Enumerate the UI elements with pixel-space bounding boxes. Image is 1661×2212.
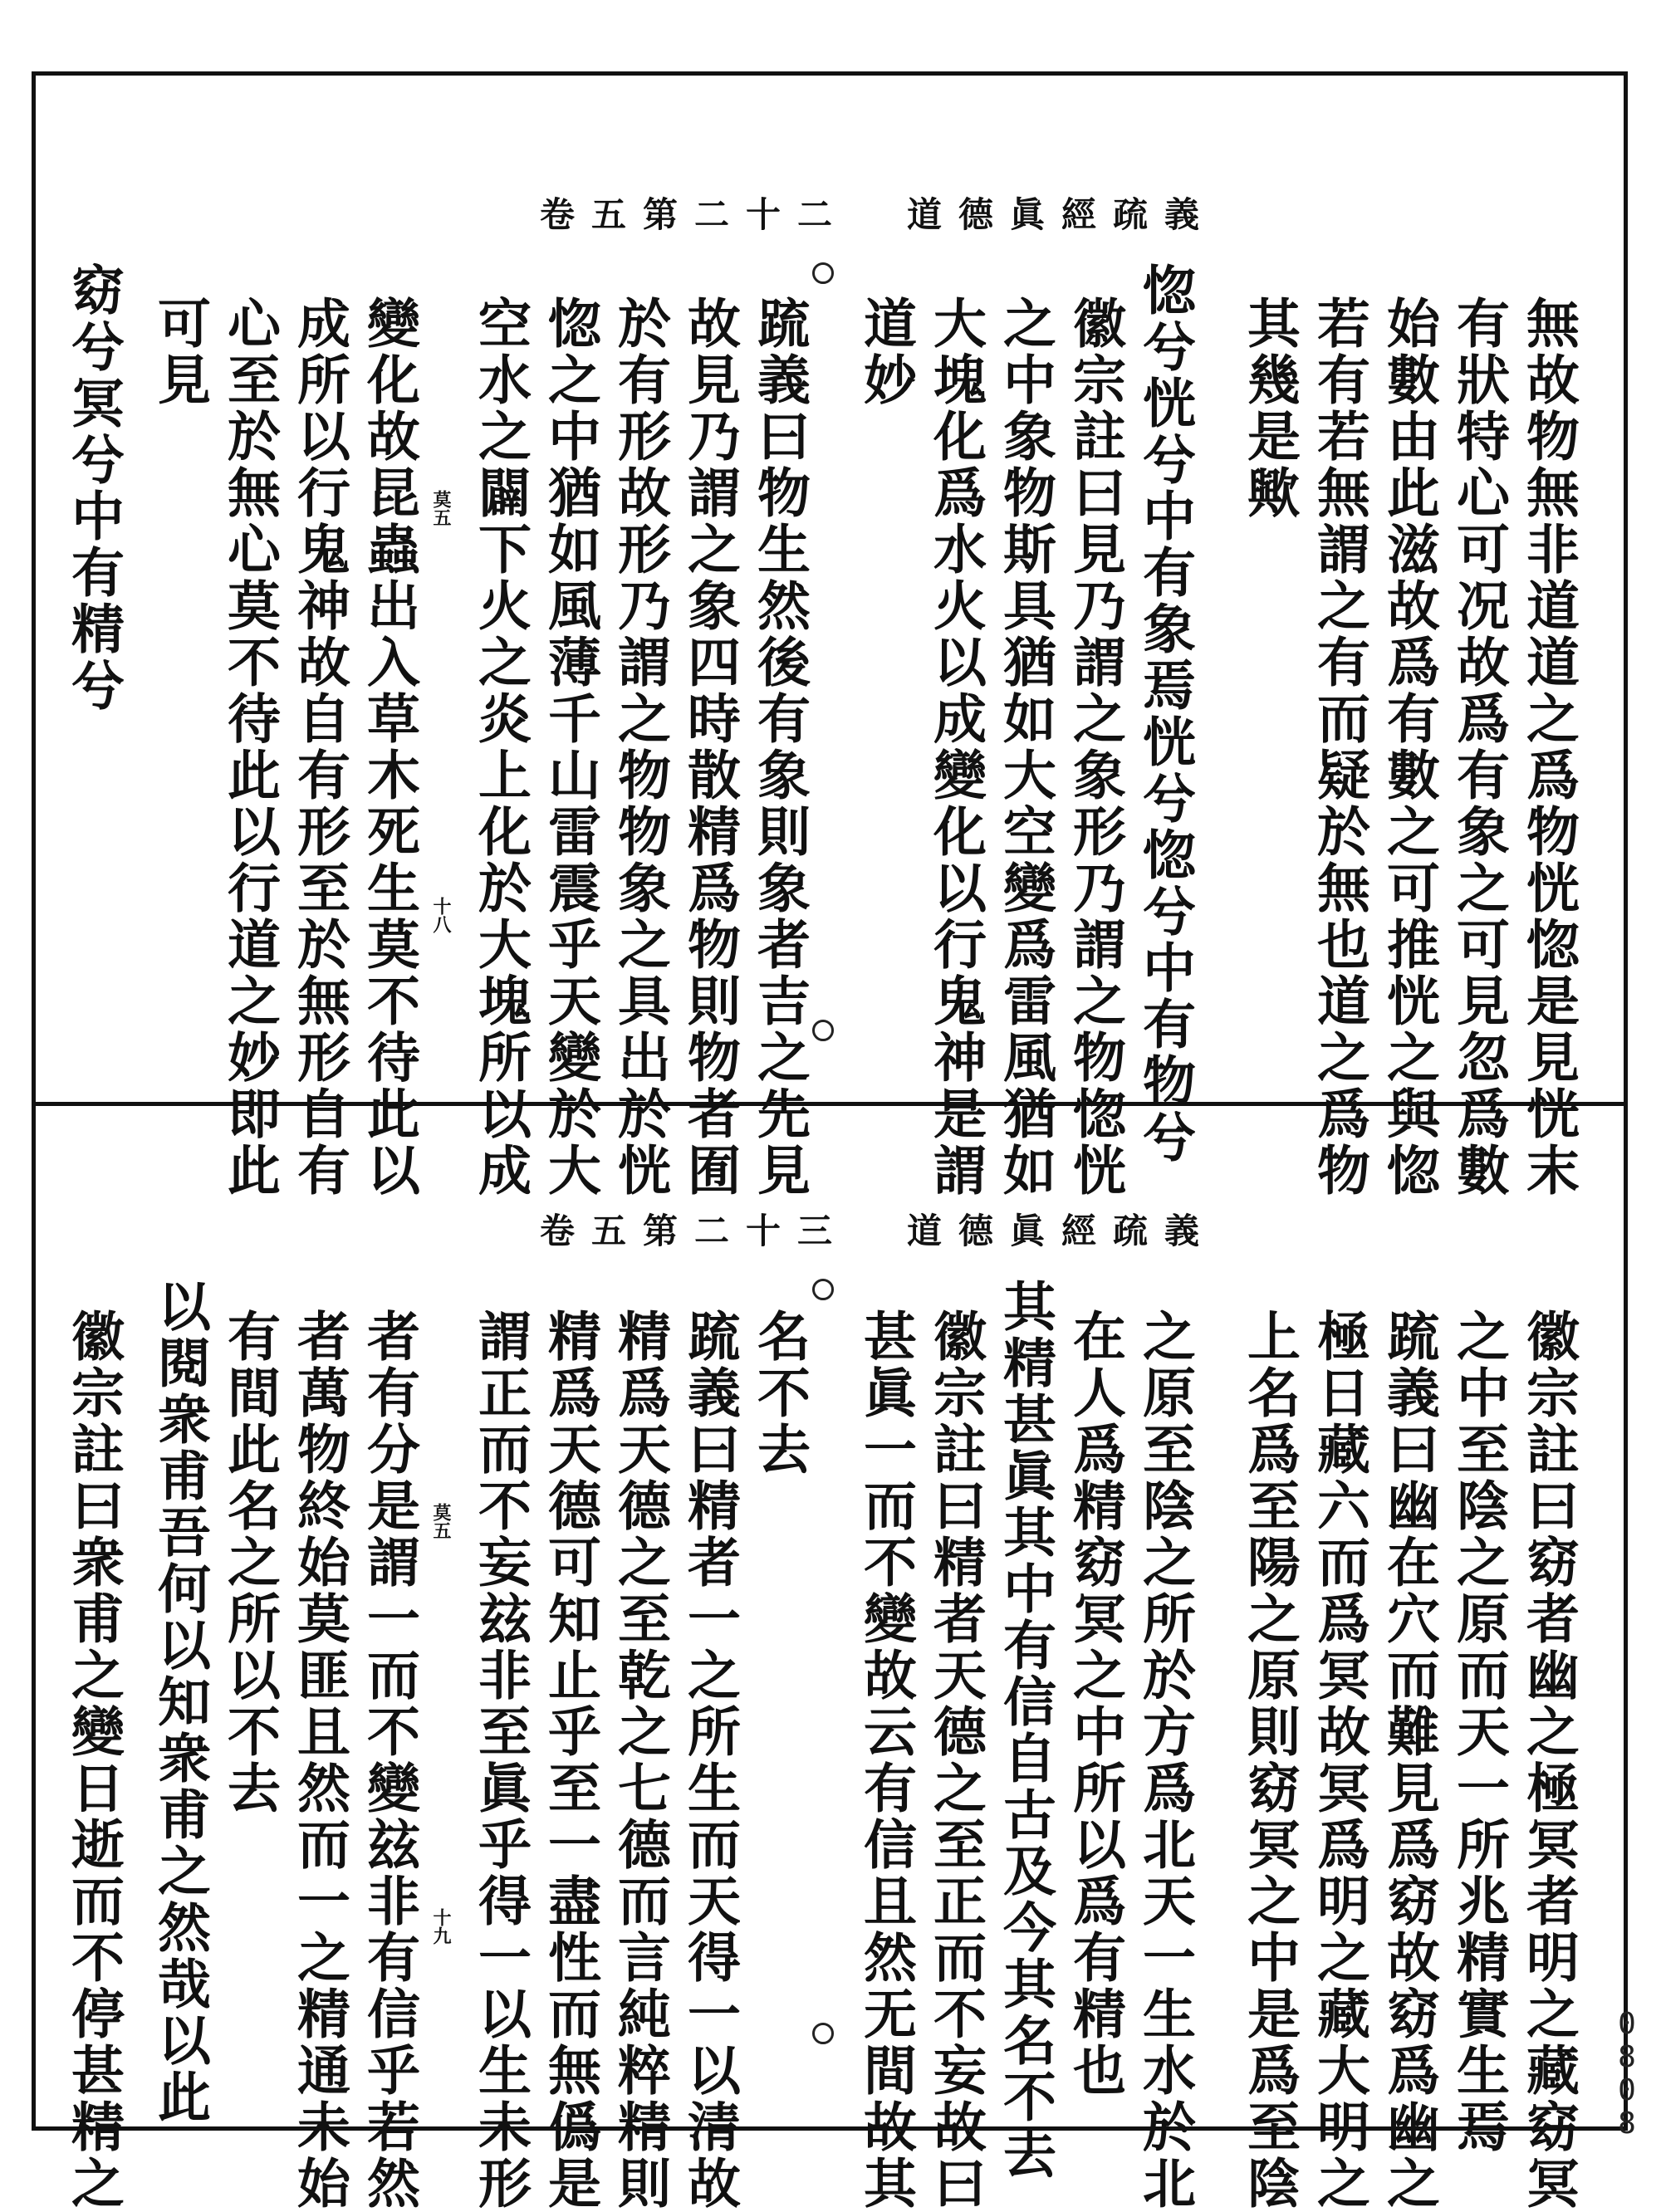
top-text-column: 心至於無心莫不待此以行道之妙即此 <box>218 296 281 1199</box>
top-text-column: 若有若無謂之有而疑於無也道之爲物 <box>1308 296 1370 1199</box>
bottom-text-column: 精爲天德可知止乎至一盡性而無僞是 <box>539 1309 601 2212</box>
bottom-text-column: 䟽義曰幽在穴而難見爲窈故窈爲幽之 <box>1378 1309 1440 2212</box>
bottom-text-column: 䟽義曰精者一之所生而天得一以清故 <box>679 1309 741 2212</box>
top-circle-mark-upper <box>812 262 834 284</box>
top-text-column: 成所以行鬼神故自有形至於無形自有 <box>288 296 350 1199</box>
top-text-column: 大塊化爲水火以成變化以行鬼神是謂 <box>924 296 987 1199</box>
bottom-circle-mark-upper <box>812 1279 834 1300</box>
top-text-column: 其幾是歟 <box>1238 296 1301 521</box>
bottom-page-marker: 十九 <box>430 1908 452 1945</box>
bottom-text-column: 甚眞一而不變故云有信且然无間故其 <box>855 1309 917 2212</box>
top-circle-mark-lower <box>812 1020 834 1041</box>
bottom-text-column: 徽宗註曰精者天德之至正而不妄故曰 <box>924 1309 987 2212</box>
top-volume-label: 卷五第二十二 <box>540 194 850 235</box>
top-text-column: 䟽義曰物生然後有象則象者吉之先見 <box>748 296 811 1199</box>
top-text-column: 空水之闢下火之炎上化於大塊所以成 <box>469 296 532 1199</box>
bottom-text-column: 精爲天德之至乾之七德而言純粹精則 <box>609 1309 671 2212</box>
bottom-text-column: 以閱衆甫吾何以知衆甫之然哉以此 <box>149 1279 211 2126</box>
bottom-page-marker: 莫五 <box>430 1503 452 1539</box>
side-page-number: 0 8 0 8 <box>1618 2007 1636 2141</box>
bottom-text-column: 其精甚眞其中有信自古及今其名不去 <box>994 1279 1056 2182</box>
bottom-text-column: 徽宗註曰衆甫之變日逝而不停甚精之 <box>62 1309 125 2212</box>
top-text-column: 始數由此滋故爲有數之可推恍之與惚 <box>1378 296 1440 1199</box>
top-text-column: 惚兮恍兮中有象焉恍兮惚兮中有物兮 <box>1134 262 1196 1166</box>
top-text-column: 徽宗註曰見乃謂之象形乃謂之物惚恍 <box>1064 296 1126 1199</box>
bottom-text-column: 徽宗註曰窈者幽之極冥者明之藏窈冥 <box>1517 1309 1580 2212</box>
bottom-text-column: 極日藏六而爲冥故冥爲明之藏大明之 <box>1308 1309 1370 2212</box>
bottom-volume-label: 卷五第二十三 <box>540 1211 850 1251</box>
bottom-text-column: 之原至陰之所於方爲北天一生水於北 <box>1134 1309 1196 2212</box>
bottom-panel-header <box>540 1204 1216 1254</box>
top-text-column: 於有形故形乃謂之物物象之具出於恍 <box>609 296 671 1199</box>
top-text-column: 可見 <box>149 296 211 409</box>
top-text-column: 變化故昆蟲出入草木死生莫不待此以 <box>358 296 420 1199</box>
bottom-text-column: 者有分是謂一而不變玆非有信乎若然 <box>358 1309 420 2212</box>
bottom-text-column: 名不去 <box>748 1309 811 1478</box>
top-page-marker: 莫五 <box>430 490 452 526</box>
top-text-column: 有狀特心可况故爲有象之可見忽爲數 <box>1448 296 1510 1199</box>
top-page-marker: 十八 <box>430 897 452 933</box>
top-text-column: 惚之中猶如風薄千山雷震乎天變於大 <box>539 296 601 1199</box>
bottom-text-column: 有間此名之所以不去 <box>218 1309 281 1817</box>
top-text-column: 故見乃謂之象四時散精爲物則物者囿 <box>679 296 741 1199</box>
top-panel-header <box>540 188 1216 237</box>
top-text-column: 道妙 <box>855 296 917 409</box>
top-text-column: 窈兮冥兮中有精兮 <box>62 262 125 714</box>
top-book-title: 道德眞經疏義 <box>907 194 1217 235</box>
bottom-text-column: 者萬物終始莫匪且然而一之精通未始 <box>288 1309 350 2212</box>
bottom-circle-mark-lower <box>812 2023 834 2044</box>
bottom-text-column: 上名爲至陽之原則窈冥之中是爲至陰 <box>1238 1309 1301 2212</box>
top-text-column: 無故物無非道道之爲物恍惚是見恍末 <box>1517 296 1580 1199</box>
top-text-column: 之中象物斯具猶如大空變爲雷風猶如 <box>994 296 1056 1199</box>
bottom-book-title: 道德眞經疏義 <box>907 1211 1217 1251</box>
bottom-text-column: 在人爲精窈冥之中所以爲有精也 <box>1064 1309 1126 2099</box>
bottom-text-column: 之中至陰之原而天一所兆精實生焉 <box>1448 1309 1510 2156</box>
bottom-text-column: 謂正而不妄玆非至眞乎得一以生未形 <box>469 1309 532 2212</box>
